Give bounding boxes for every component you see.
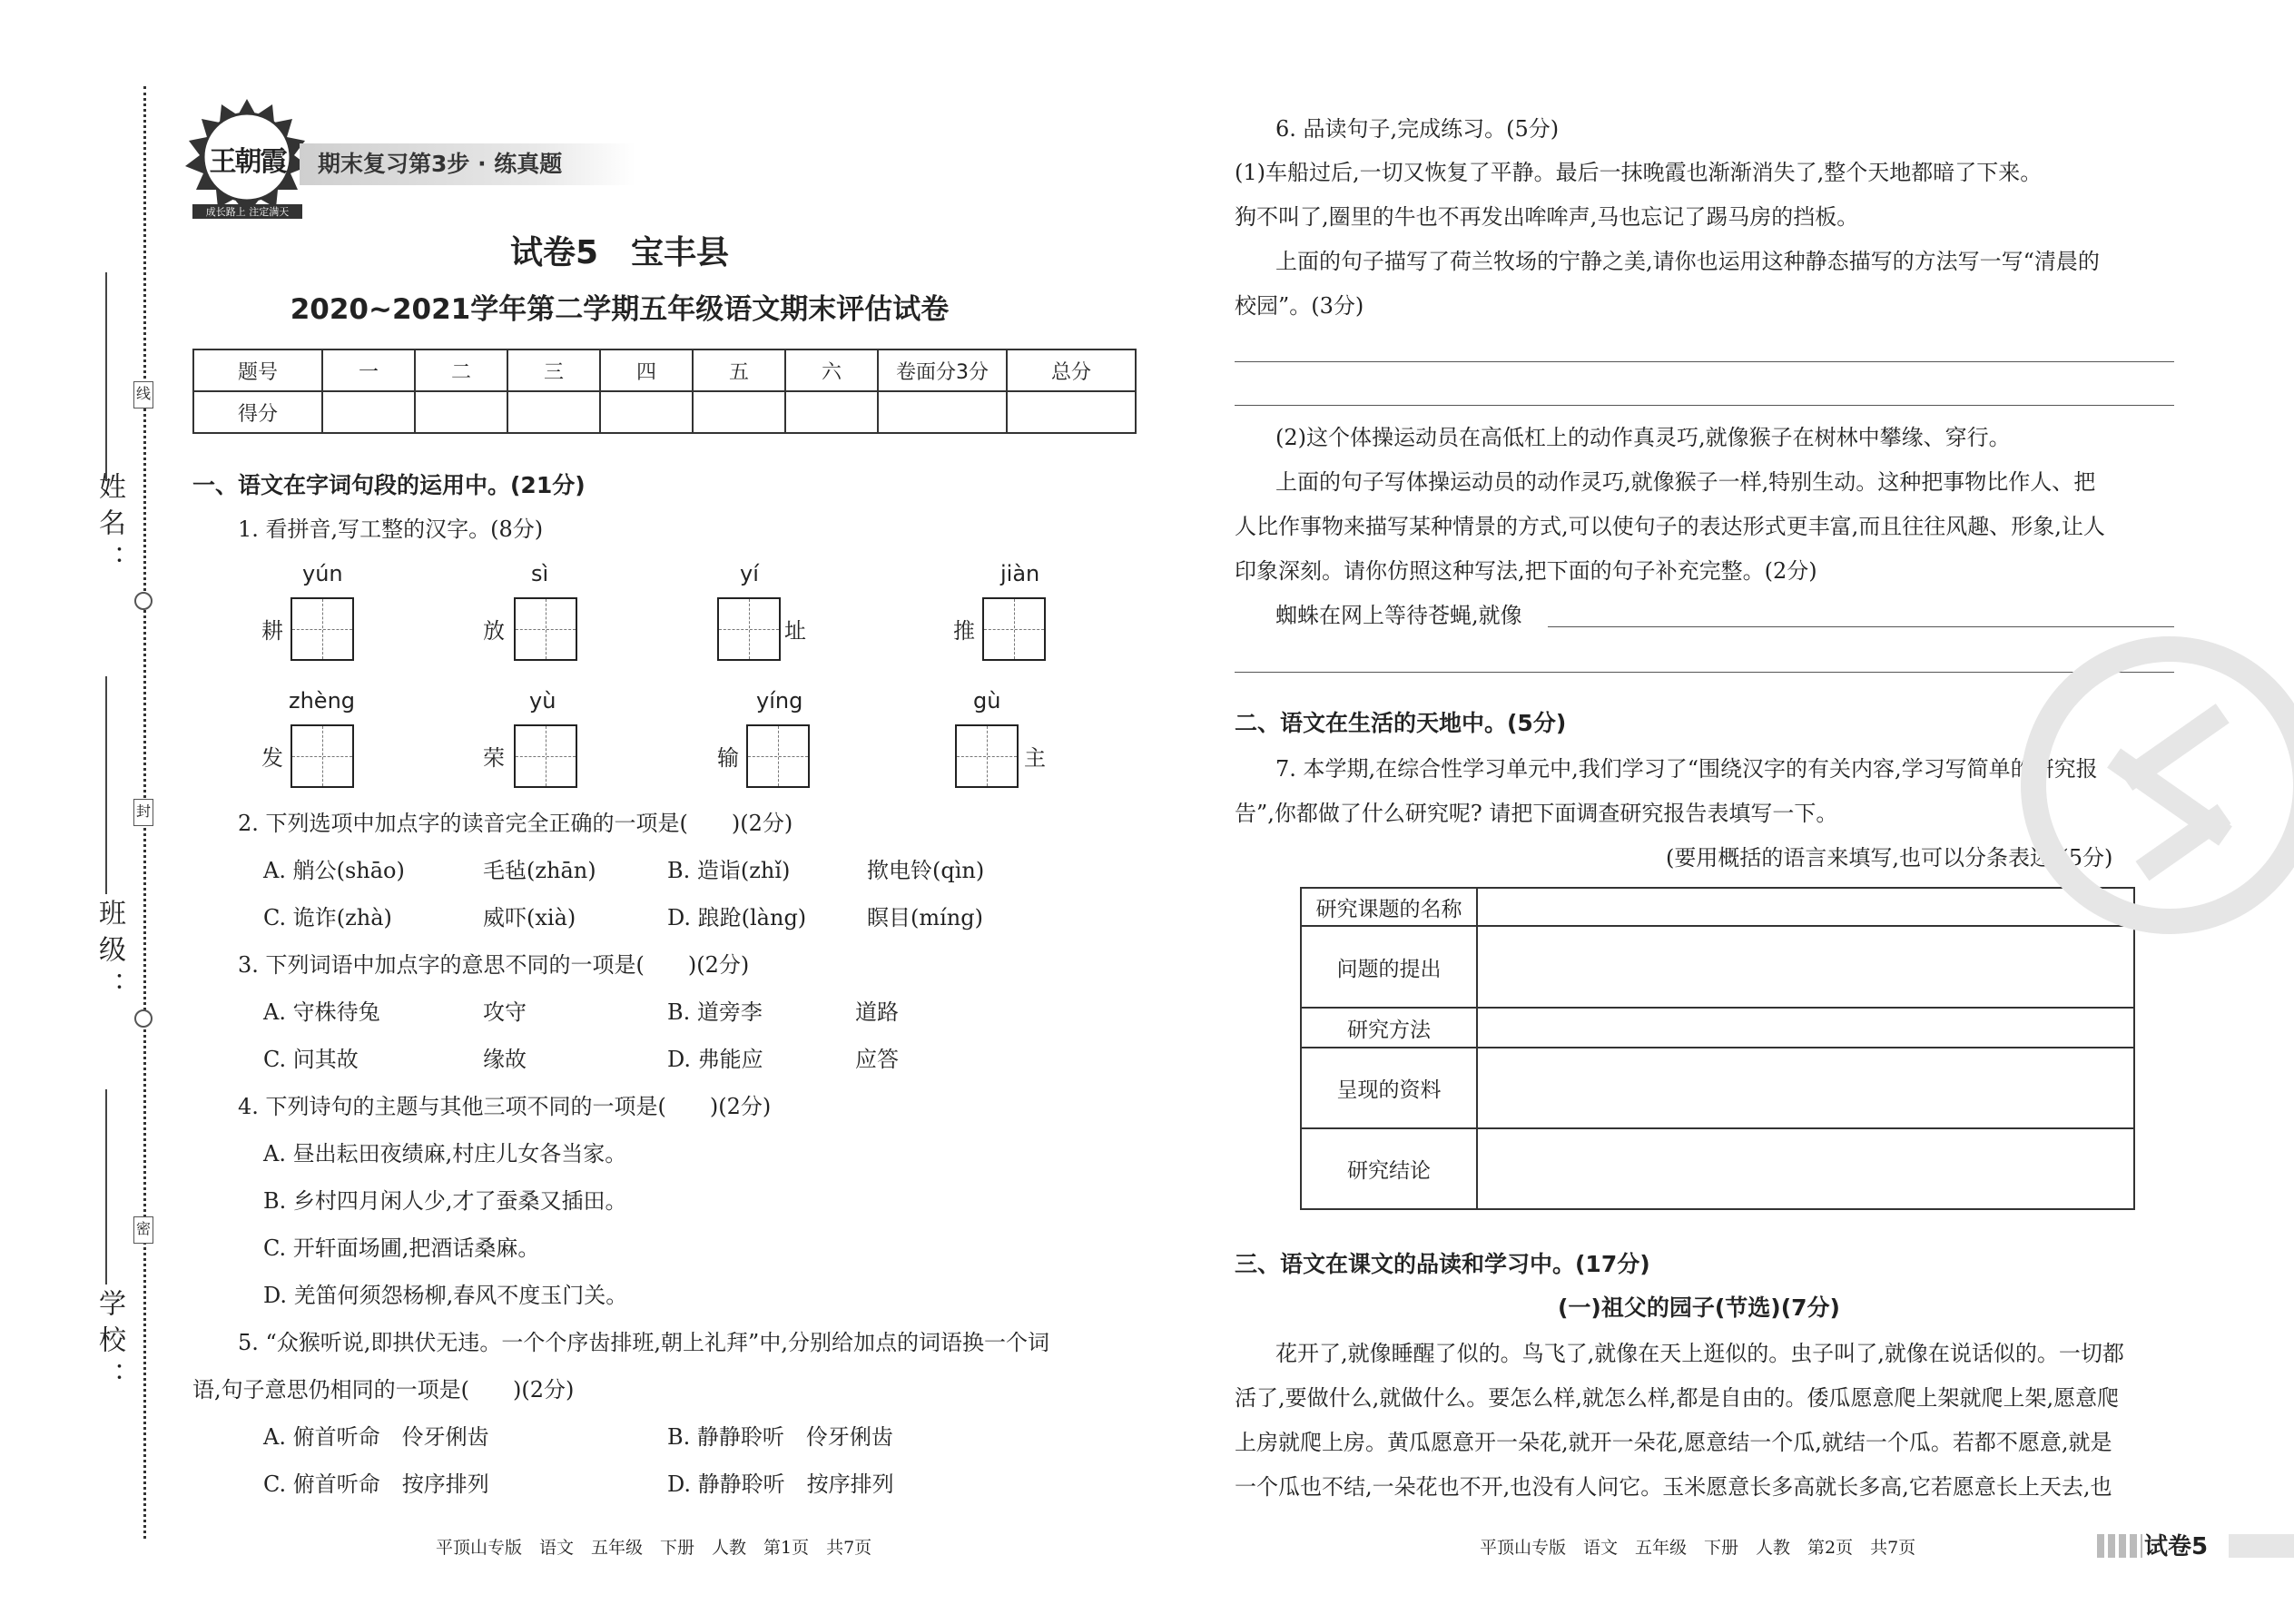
option[interactable]: B. 造诣(zhǐ) [667, 858, 791, 883]
question-7-note: (要用概括的语言来填写,也可以分条表述)(5分) [1666, 845, 2113, 871]
given-char: 荣 [483, 745, 505, 771]
writing-grid[interactable] [717, 597, 781, 661]
score-cell[interactable] [600, 391, 693, 433]
score-header-cell: 五 [693, 349, 785, 391]
writing-grid[interactable] [746, 724, 810, 788]
reading-line: 花开了,就像睡醒了似的。鸟飞了,就像在天上逛似的。虫子叫了,就像在说话似的。一切都 [1275, 1341, 2124, 1366]
score-cell[interactable] [1007, 391, 1136, 433]
passage-line: (1)车船过后,一切又恢复了平静。最后一抹晚霞也渐渐消失了,整个天地都暗了下来。 [1235, 160, 2043, 185]
option: 道路 [855, 999, 899, 1025]
given-char: 输 [717, 745, 739, 771]
seal-mi-mark: 密 [133, 1216, 153, 1244]
report-row-label: 呈现的资料 [1301, 1048, 1477, 1128]
option[interactable]: D. 踉跄(làng) [667, 905, 807, 930]
option: 威吓(xià) [483, 905, 576, 930]
brand-logo-text: 王朝霞 [209, 146, 286, 178]
passage-line: 上面的句子写体操运动员的动作灵巧,就像猴子一样,特别生动。这种把事物比作人、把 [1275, 469, 2096, 495]
option: 攻守 [483, 999, 527, 1025]
score-table [192, 349, 1137, 434]
option[interactable]: C. 诡诈(zhà) [263, 905, 392, 930]
seal-feng-mark: 封 [133, 799, 153, 826]
pinyin-label: yí [740, 561, 759, 586]
passage-line: 印象深刻。请你仿照这种写法,把下面的句子补充完整。(2分) [1235, 558, 1817, 584]
option: 应答 [855, 1047, 899, 1072]
score-row-label: 得分 [193, 391, 322, 433]
score-header-cell: 总分 [1007, 349, 1136, 391]
writing-grid[interactable] [290, 597, 354, 661]
fill-prompt: 蜘蛛在网上等待苍蝇,就像 [1275, 603, 1522, 628]
footer-tag-stripes [2097, 1534, 2142, 1558]
class-label: 班级： [94, 899, 125, 1008]
passage-line: 上面的句子描写了荷兰牧场的宁静之美,请你也运用这种静态描写的方法写一写“清晨的 [1275, 249, 2100, 274]
question-6: 6. 品读句子,完成练习。(5分) [1275, 116, 1560, 142]
report-cell[interactable] [1477, 1008, 2134, 1048]
passage-line: 校园”。(3分) [1235, 293, 1364, 319]
passage-line: 人比作事物来描写某种情景的方式,可以使句子的表达形式更丰富,而且往往风趣、形象,让人 [1235, 514, 2105, 539]
pinyin-label: sì [531, 561, 549, 586]
paper-title: 试卷5 宝丰县 [509, 234, 730, 271]
score-header-cell: 卷面分3分 [878, 349, 1007, 391]
score-cell[interactable] [878, 391, 1007, 433]
given-char: 发 [261, 745, 283, 771]
option: 揿电铃(qìn) [867, 858, 985, 883]
score-cell[interactable] [322, 391, 415, 433]
option[interactable]: D. 弗能应 [667, 1047, 763, 1072]
option: 毛毡(zhān) [483, 858, 596, 883]
reading-line: 上房就爬上房。黄瓜愿意开一朵花,就开一朵花,愿意结一个瓜,就结一个瓜。若都不愿意,就是 [1235, 1430, 2112, 1455]
school-label: 学校： [94, 1289, 125, 1398]
section-1-heading: 一、语文在字词句段的运用中。(21分) [192, 472, 586, 498]
page-footer-left: 平顶山专版 语文 五年级 下册 人教 第1页 共7页 [436, 1538, 872, 1558]
reading-line: 一个瓜也不结,一朵花也不开,也没有人问它。玉米愿意长多高就长多高,它若愿意长上天去,也 [1235, 1474, 2112, 1500]
passage-line: (2)这个体操运动员在高低杠上的动作真灵巧,就像猴子在树林中攀缘、穿行。 [1275, 425, 2011, 450]
question-4: 4. 下列诗句的主题与其他三项不同的一项是( )(2分) [238, 1094, 772, 1119]
score-cell[interactable] [785, 391, 878, 433]
option[interactable]: C. 俯首听命 按序排列 [263, 1471, 489, 1497]
class-line[interactable] [105, 676, 107, 894]
option[interactable]: B. 乡村四月闲人少,才了蚕桑又插田。 [263, 1188, 627, 1214]
writing-grid[interactable] [290, 724, 354, 788]
school-line[interactable] [105, 1089, 107, 1284]
report-cell[interactable] [1477, 926, 2134, 1008]
paper-subtitle: 2020~2021学年第二学期五年级语文期末评估试卷 [290, 293, 950, 326]
writing-grid[interactable] [982, 597, 1046, 661]
pinyin-label: zhèng [289, 688, 356, 714]
pinyin-label: yíng [756, 688, 803, 714]
report-row-label: 研究结论 [1301, 1128, 1477, 1209]
report-row-label: 研究方法 [1301, 1008, 1477, 1048]
score-header-cell: 二 [415, 349, 507, 391]
pinyin-label: yún [302, 561, 343, 586]
confidential-watermark [2020, 635, 2294, 935]
reading-title: (一)祖父的园子(节选)(7分) [1558, 1294, 1840, 1321]
answer-line[interactable] [1235, 361, 2174, 362]
brand-logo [182, 95, 313, 222]
name-label: 姓名： [94, 472, 125, 581]
question-2: 2. 下列选项中加点字的读音完全正确的一项是( )(2分) [238, 811, 793, 836]
question-7: 7. 本学期,在综合性学习单元中,我们学习了“围绕汉字的有关内容,学习写简单的研究报 [1275, 756, 2098, 782]
option: 瞑目(míng) [867, 905, 983, 930]
pinyin-label: gù [973, 688, 1001, 714]
score-header-cell: 六 [785, 349, 878, 391]
question-7-cont: 告”,你都做了什么研究呢? 请把下面调查研究报告表填写一下。 [1235, 801, 1838, 826]
score-header-cell: 四 [600, 349, 693, 391]
writing-grid[interactable] [955, 724, 1019, 788]
given-char: 推 [953, 618, 975, 644]
question-3: 3. 下列词语中加点字的意思不同的一项是( )(2分) [238, 952, 750, 978]
research-report-table [1300, 887, 2135, 1210]
score-header-cell: 一 [322, 349, 415, 391]
score-cell[interactable] [415, 391, 507, 433]
option[interactable]: A. 守株待兔 [263, 999, 380, 1025]
section-2-heading: 二、语文在生活的天地中。(5分) [1235, 710, 1567, 736]
pinyin-label: yù [529, 688, 556, 714]
option[interactable]: D. 羌笛何须怨杨柳,春风不度玉门关。 [263, 1283, 628, 1308]
seal-line-mark: 线 [133, 381, 153, 408]
given-char: 耕 [261, 618, 283, 644]
option[interactable]: C. 问其故 [263, 1047, 359, 1072]
report-row-label: 问题的提出 [1301, 926, 1477, 1008]
binding-hole-icon [134, 592, 153, 610]
section-banner: 期末复习第3步 · 练真题 [300, 143, 635, 185]
score-cell[interactable] [507, 391, 600, 433]
brand-logo-subtitle: 成长路上 注定满天 [192, 204, 302, 219]
section-3-heading: 三、语文在课文的品读和学习中。(17分) [1235, 1251, 1650, 1277]
footer-tag-bar [2229, 1534, 2294, 1558]
page-footer-right: 平顶山专版 语文 五年级 下册 人教 第2页 共7页 [1480, 1538, 1916, 1558]
score-header-cell: 三 [507, 349, 600, 391]
question-1: 1. 看拼音,写工整的汉字。(8分) [238, 517, 544, 542]
answer-line[interactable] [1235, 405, 2174, 406]
binding-hole-icon [134, 1009, 153, 1028]
writing-grid[interactable] [514, 597, 577, 661]
option: 缘故 [483, 1047, 527, 1072]
option[interactable]: A. 艄公(shāo) [263, 858, 405, 883]
writing-grid[interactable] [514, 724, 577, 788]
option[interactable]: B. 静静聆听 伶牙俐齿 [667, 1424, 893, 1450]
pinyin-label: jiàn [1000, 561, 1040, 586]
option[interactable]: D. 静静聆听 按序排列 [667, 1471, 894, 1497]
answer-line[interactable] [1548, 626, 2174, 627]
option[interactable]: A. 昼出耘田夜绩麻,村庄儿女各当家。 [263, 1141, 627, 1166]
question-5-cont: 语,句子意思仍相同的一项是( )(2分) [192, 1377, 575, 1403]
passage-line: 狗不叫了,圈里的牛也不再发出哞哞声,马也忘记了踢马房的挡板。 [1235, 204, 1859, 230]
option[interactable]: A. 俯首听命 伶牙俐齿 [263, 1424, 489, 1450]
footer-paper-tag: 试卷5 [2144, 1533, 2209, 1560]
option[interactable]: C. 开轩面场圃,把酒话桑麻。 [263, 1235, 540, 1261]
report-cell[interactable] [1477, 1048, 2134, 1128]
given-char: 址 [784, 618, 806, 644]
report-cell[interactable] [1477, 1128, 2134, 1209]
score-header-cell: 题号 [193, 349, 322, 391]
report-row-label: 研究课题的名称 [1301, 888, 1477, 926]
score-cell[interactable] [693, 391, 785, 433]
option[interactable]: B. 道旁李 [667, 999, 763, 1025]
reading-line: 活了,要做什么,就做什么。要怎么样,就怎么样,都是自由的。倭瓜愿意爬上架就爬上架,愿意爬 [1235, 1385, 2120, 1411]
given-char: 主 [1024, 745, 1046, 771]
question-5: 5. “众猴听说,即拱伏无违。一个个序齿排班,朝上礼拜”中,分别给加点的词语换一个词 [238, 1330, 1049, 1355]
given-char: 放 [483, 618, 505, 644]
